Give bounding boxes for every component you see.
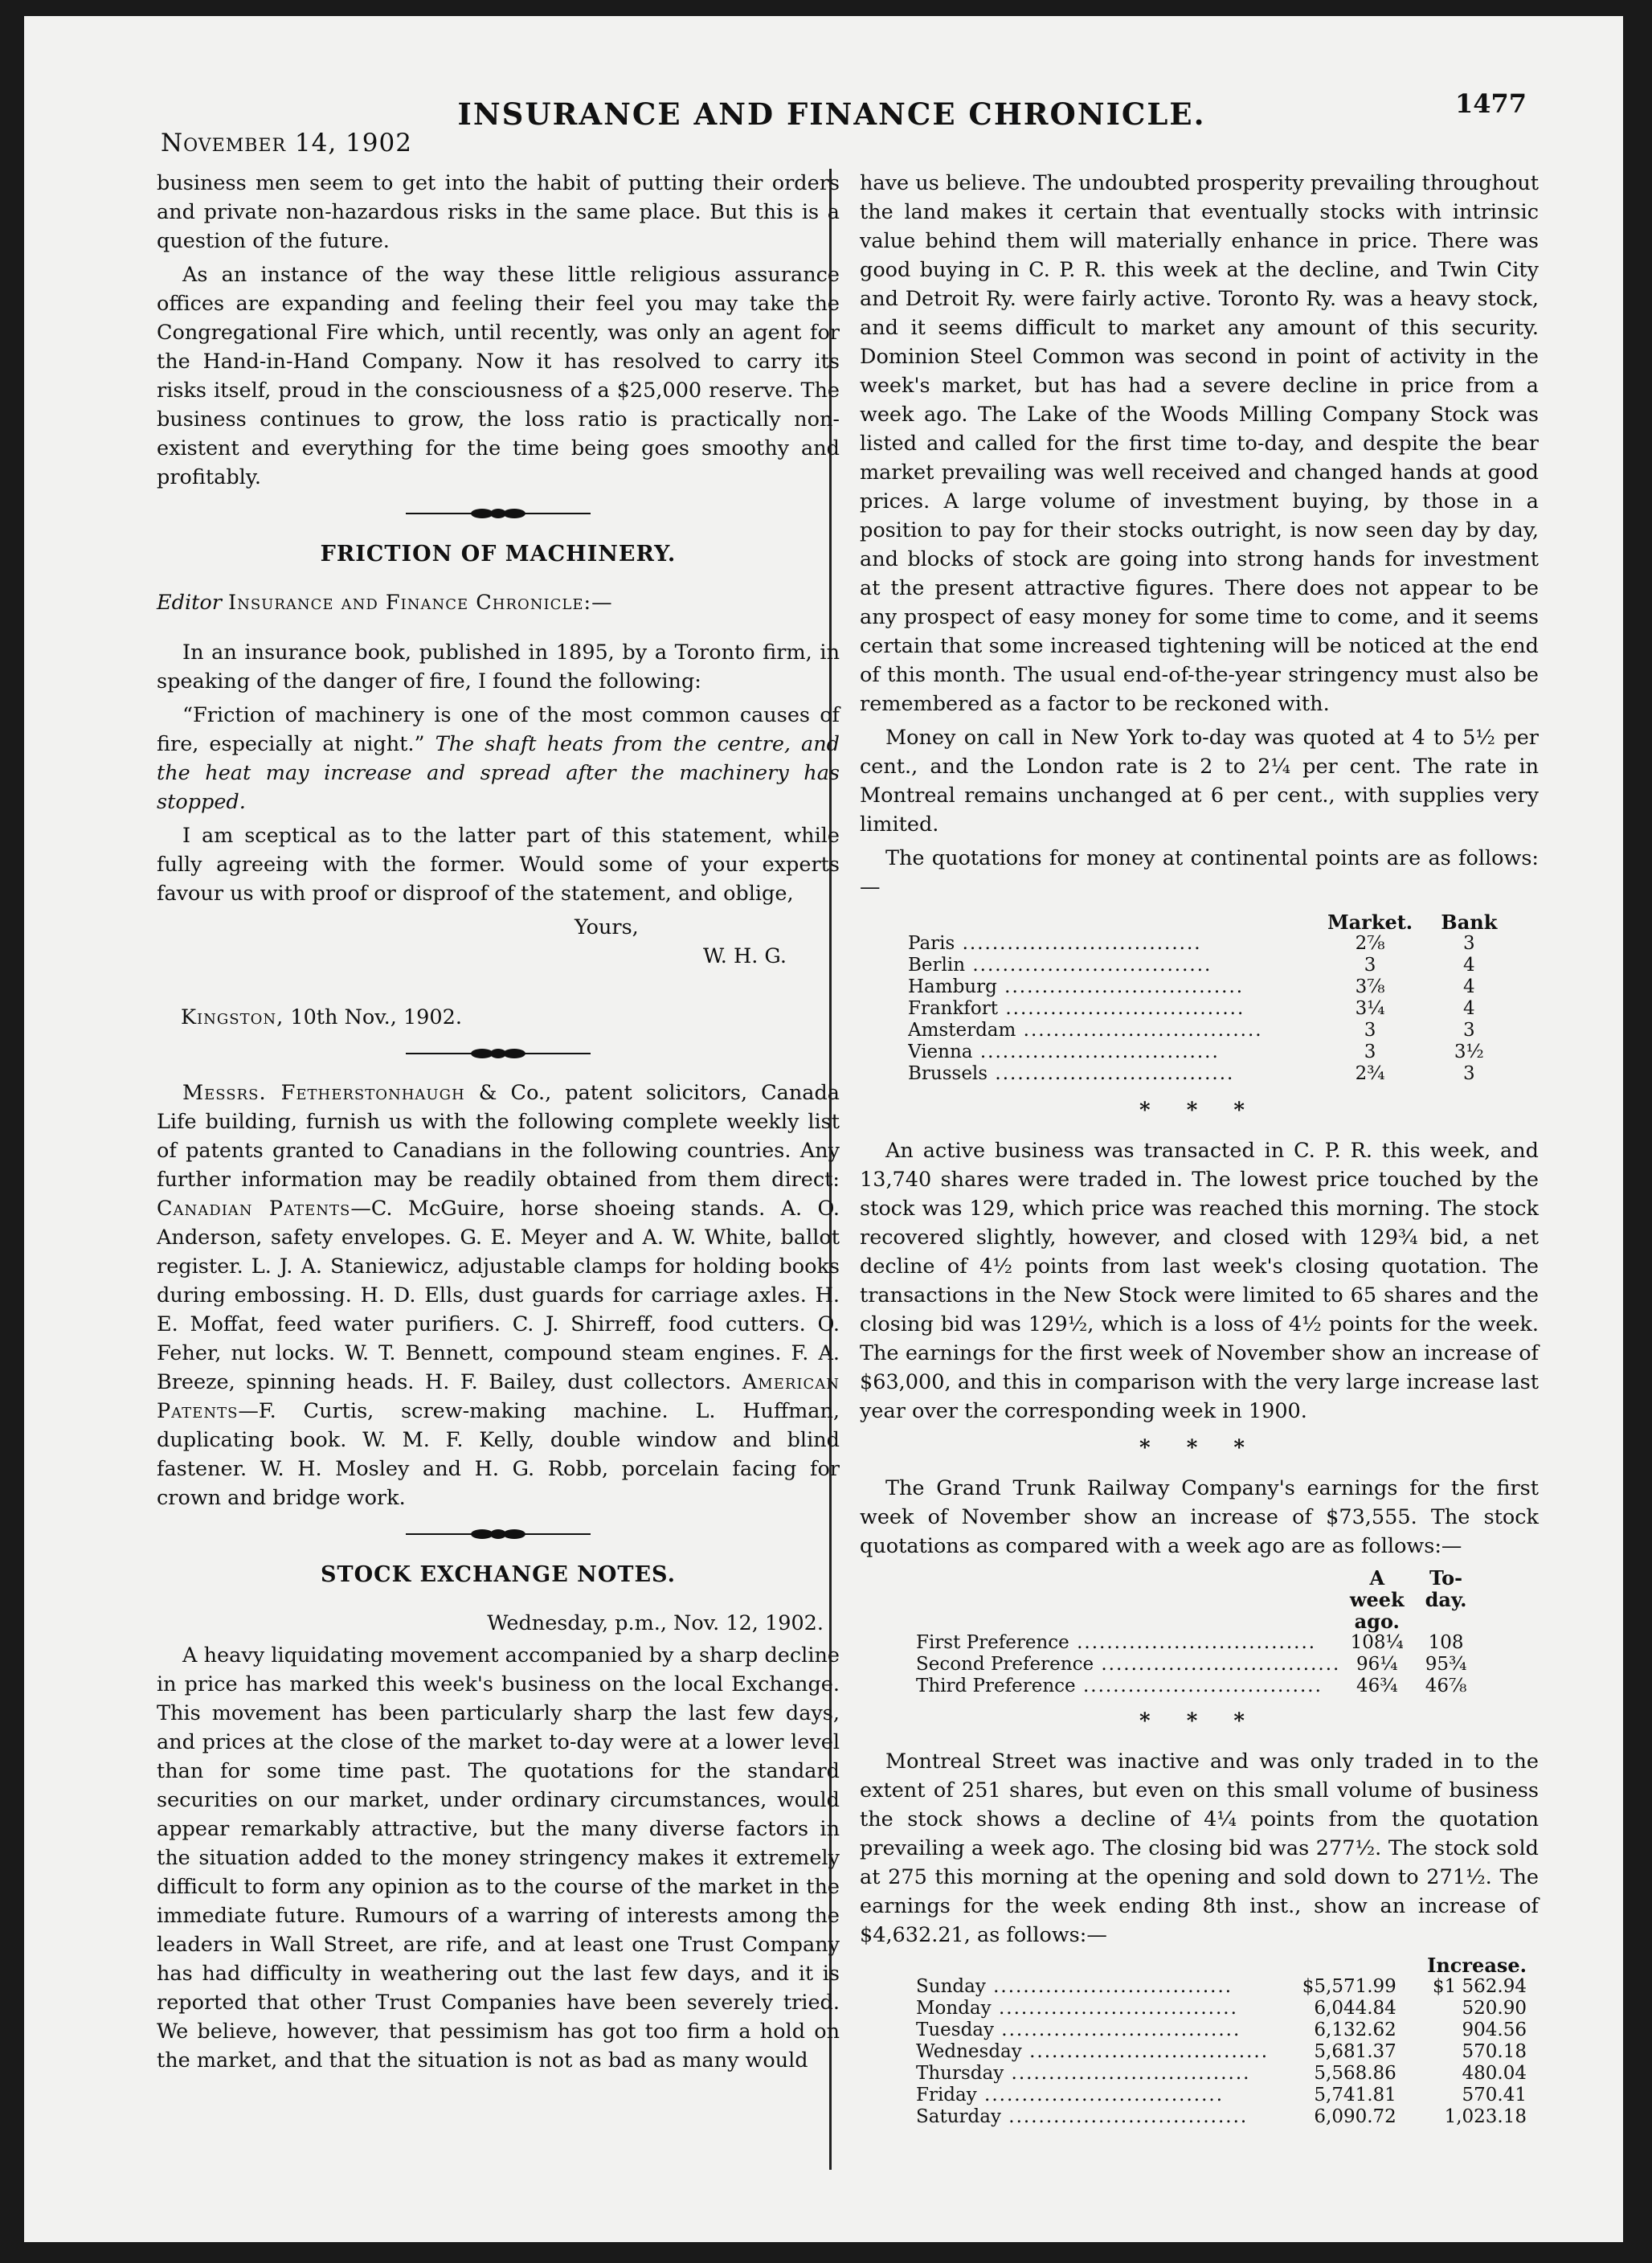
- column-header: Bank: [1441, 911, 1498, 934]
- paragraph: business men seem to get into the habit of putting their orders and private non-hazardous risks in the same place. But this is a question of the future.: [157, 171, 840, 253]
- week-ago-price: 96¼: [1356, 1654, 1398, 1675]
- table-row: [908, 955, 1519, 976]
- paragraph: Money on call in New York to-day was quoted at 4 to 5½ per cent., and the London rate is 2 to 2¼ per cent. The rate in Montreal remains unchanged at 6 per cent., with supplies very limited.: [860, 726, 1539, 837]
- market-rate: 3: [1364, 1020, 1376, 1041]
- table-row: [916, 2041, 1527, 2063]
- bank-rate: 3: [1463, 1063, 1475, 1084]
- issue-date: November 14, 1902: [161, 129, 412, 158]
- earnings: $5,571.99: [1302, 1976, 1396, 1997]
- table-row: [916, 2063, 1527, 2085]
- table-row: [916, 1998, 1527, 2020]
- canadian-patents-label: Canadian Patents: [157, 1197, 351, 1221]
- column-header: To-day.: [1425, 1566, 1467, 1611]
- section-separator: * * *: [1139, 1099, 1259, 1123]
- paragraph: The quotations for money at continental points are as follows:—: [860, 846, 1539, 899]
- city-name: Vienna .....: [908, 1041, 1321, 1063]
- american-patents-label: American Patents: [157, 1370, 840, 1423]
- paragraph: have us believe. The undoubted prosperity prevailing throughout the land makes it certain that eventually stocks with intrinsic value behind them will materially enhance in price. There was good buying in C. P. R. this week at the decline, and Twin City and Detroit Ry. were fairly active. Toronto Ry. was a heavy stock, and it seems difficult to market any amount of this security. Dominion Steel Common was second in point of activity in the week's market, but has had a severe decline in price from a week ago. The Lake of the Woods Milling Company Stock was listed and called for the first time to-day, and despite the bear market prevailing was well received and changed hands at good prices. A large volume of investment buying, by those in a position to pay for their stocks outright, is now seen day by day, and blocks of stock are going into strong hands for investment at the present attractive figures. There does not appear to be any prospect of easy money for some time to come, and it seems certain that some increased tightening will be noticed at the end of this month. The usual end-of-the-year stringency must also be remembered as a factor to be reckoned with.: [860, 171, 1539, 716]
- patents-text: —C. McGuire, horse shoeing stands. A. O. Anderson, safety envelopes. G. E. Meyer and A. W. White, ballot register. L. J. A. Staniewicz, adjustable clamps for holding books during embossing. H. D. Ells, dust guards for carriage axles. H. E. Moffat, feed water purifiers. C. J. Shirreff, food cutters. O. Feher, nut locks. W. T. Bennett, compound steam engines. F. A. Breeze, spinning heads. H. F. Bailey, dust collectors.: [157, 1197, 840, 1394]
- weekday: Sunday .....: [916, 1976, 1269, 1998]
- patents-lead: Messrs. Fetherstonhaugh: [182, 1081, 465, 1105]
- weekday: Friday .....: [916, 2085, 1269, 2106]
- city-name: Hamburg .....: [908, 976, 1321, 998]
- section-separator: * * *: [1139, 1709, 1259, 1733]
- today-price: 108: [1428, 1632, 1464, 1653]
- quote-plain: “Friction of machinery is one of the most common causes of fire, especially at night.”: [157, 703, 840, 756]
- paragraph: Montreal Street was inactive and was only traded in to the extent of 251 shares, but even on this small volume of business the stock shows a decline of 4¼ points from the quotation prevailing a week ago. The closing bid was 277½. The stock sold at 275 this morning at the opening and sold down to 271½. The earnings for the week ending 8th inst., show an increase of $4,632.21, as follows:—: [860, 1749, 1539, 1947]
- market-rate: 3: [1364, 955, 1376, 976]
- increase: 520.90: [1462, 1998, 1527, 2019]
- letter-signature: W. H. G.: [703, 944, 787, 968]
- bank-rate: 4: [1463, 998, 1475, 1019]
- bank-rate: 4: [1463, 955, 1475, 976]
- money-rates-table: [908, 911, 1519, 1085]
- page-number: 1477: [1454, 88, 1527, 119]
- increase: 1,023.18: [1444, 2106, 1527, 2127]
- editor-name: Insurance and Finance Chronicle:—: [228, 591, 613, 615]
- stock-name: Second Preference .....: [916, 1654, 1340, 1676]
- bank-rate: 3: [1463, 1020, 1475, 1041]
- paragraph: As an instance of the way these little religious assurance offices are expanding and feeling their feel you may take the Congregational Fire which, until recently, was only an agent for the Hand-in-Hand Company. Now it has resolved to carry its risks itself, proud in the consciousness of a $25,000 reserve. The business continues to grow, the loss ratio is practically non-existent and everything for the time being goes smoothy and profitably.: [157, 263, 840, 489]
- grand-trunk-table: [916, 1567, 1478, 1697]
- patents-text: & Co., patent solicitors, Canada Life building, furnish us with the following complete weekly list of patents granted to Canadians in the following countries. Any further information may be readily obtained from them direct:: [157, 1081, 840, 1192]
- city-name: Amsterdam .....: [908, 1020, 1321, 1041]
- table-row: [916, 2020, 1527, 2041]
- paragraph: An active business was transacted in C. P. R. this week, and 13,740 shares were traded in. The lowest price touched by the stock was 129, which price was reached this morning. The stock recovered slightly, however, and closed with 129¾ bid, a net decline of 4½ points from last week's closing quotation. The transactions in the New Stock were limited to 65 shares and the closing bid was 129½, which is a loss of 4½ points for the week. The earnings for the first week of November show an increase of $63,000, and this in comparison with the very large increase last year over the corresponding week in 1900.: [860, 1139, 1539, 1423]
- table-row: [908, 1063, 1519, 1085]
- earnings: 5,568.86: [1314, 2063, 1396, 2084]
- running-header: [137, 72, 1527, 158]
- paragraph: The Grand Trunk Railway Company's earnings for the first week of November show an increase of $73,555. The stock quotations as compared with a week ago are as follows:—: [860, 1476, 1539, 1558]
- letter-place-date: [157, 1003, 840, 1032]
- paragraph: I am sceptical as to the latter part of this statement, while fully agreeing with the former. Would some of your experts favour us with proof or disproof of the statement, and oblige,: [157, 824, 840, 906]
- earnings: 6,044.84: [1314, 1998, 1396, 2019]
- market-rate: 3: [1364, 1041, 1376, 1062]
- table-row: [916, 1976, 1527, 1998]
- market-rate: 3⅞: [1355, 976, 1385, 997]
- table-row: [916, 2106, 1527, 2128]
- bank-rate: 3: [1463, 933, 1475, 954]
- earnings: 6,090.72: [1314, 2106, 1396, 2127]
- paragraph: A heavy liquidating movement accompanied by a sharp decline in price has marked this week's business on the local Exchange. This movement has been particularly sharp the last few days, and prices at the close of the market to-day were at a lower level than for some time past. The quotations for the standard securities on our market, under ordinary circumstances, would appear remarkably attractive, but the many diverse factors in the situation added to the money stringency makes it extremely difficult to form any opinion as to the course of the market in the immediate future. Rumours of a warring of interests among the leaders in Wall Street, are rife, and at least one Trust Company has had difficulty in weathering out the last few days, and it is reported that other Trust Companies have been severely tried. We believe, however, that pessimism has got too firm a hold on the market, and that the situation is not as bad as many would: [157, 1643, 840, 2073]
- ornamental-rule: [406, 1045, 591, 1062]
- today-price: 46⅞: [1425, 1676, 1467, 1696]
- table-header-row: [908, 911, 1519, 933]
- market-rate: 3¼: [1355, 998, 1385, 1019]
- patents-text: —F. Curtis, screw-making machine. L. Huffman, duplicating book. W. M. F. Kelly, double window and blind fastener. W. H. Mosley and H. G. Robb, porcelain facing for crown and bridge work.: [157, 1399, 840, 1510]
- table-header-row: [916, 1567, 1478, 1632]
- weekday: Thursday .....: [916, 2063, 1269, 2085]
- table-row: [916, 1654, 1478, 1676]
- earnings: 5,741.81: [1314, 2085, 1396, 2105]
- column-header: Market.: [1327, 911, 1413, 934]
- editor-line: [157, 588, 840, 617]
- column-header: Increase.: [1427, 1954, 1527, 1977]
- table-row: [908, 1020, 1519, 1041]
- dateline: Wednesday, p.m., Nov. 12, 1902.: [487, 1611, 824, 1635]
- stock-name: First Preference .....: [916, 1632, 1340, 1654]
- weekday: Tuesday .....: [916, 2020, 1269, 2041]
- journal-title: INSURANCE AND FINANCE CHRONICLE.: [457, 96, 1206, 132]
- ornamental-rule: [406, 1525, 591, 1543]
- section-separator: * * *: [1139, 1436, 1259, 1460]
- right-column: [860, 169, 1539, 2128]
- table-row: [916, 1632, 1478, 1654]
- table-row: [916, 2085, 1527, 2106]
- table-row: [908, 1041, 1519, 1063]
- table-row: [916, 1676, 1478, 1697]
- earnings: 6,132.62: [1314, 2020, 1396, 2040]
- city-name: Paris .....: [908, 933, 1321, 955]
- column-header: A week ago.: [1349, 1566, 1405, 1633]
- section-title-friction: FRICTION OF MACHINERY.: [320, 542, 677, 567]
- bank-rate: 3½: [1454, 1041, 1484, 1062]
- table-header-row: [916, 1954, 1527, 1976]
- stock-name: Third Preference .....: [916, 1676, 1340, 1697]
- place-date: 10th Nov., 1902.: [290, 1005, 462, 1029]
- editor-prefix: Editor: [157, 591, 222, 615]
- increase: 570.41: [1462, 2085, 1527, 2105]
- weekday: Monday .....: [916, 1998, 1269, 2020]
- earnings: 5,681.37: [1314, 2041, 1396, 2062]
- place-name: Kingston,: [181, 1005, 284, 1029]
- week-ago-price: 46¾: [1356, 1676, 1398, 1696]
- section-title-stock: STOCK EXCHANGE NOTES.: [321, 1562, 676, 1587]
- left-column: [157, 169, 840, 2080]
- table-row: [908, 976, 1519, 998]
- city-name: Frankfort .....: [908, 998, 1321, 1020]
- week-ago-price: 108¼: [1350, 1632, 1404, 1653]
- increase: 570.18: [1462, 2041, 1527, 2062]
- city-name: Berlin .....: [908, 955, 1321, 976]
- montreal-street-earnings-table: [916, 1954, 1527, 2128]
- quoted-passage: [157, 701, 840, 816]
- letter-closing: Yours,: [575, 915, 639, 939]
- page: [24, 16, 1623, 2242]
- market-rate: 2⅞: [1355, 933, 1385, 954]
- today-price: 95¾: [1425, 1654, 1467, 1675]
- increase: $1 562.94: [1432, 1976, 1527, 1997]
- weekday: Wednesday .....: [916, 2041, 1269, 2063]
- city-name: Brussels .....: [908, 1063, 1321, 1085]
- table-row: [908, 933, 1519, 955]
- market-rate: 2¾: [1355, 1063, 1385, 1084]
- quote-italic: The shaft heats from the centre, and the heat may increase and spread after the machinery has stopped.: [157, 732, 840, 814]
- ornamental-rule: [406, 505, 591, 522]
- weekday: Saturday .....: [916, 2106, 1269, 2128]
- patents-paragraph: [157, 1078, 840, 1512]
- increase: 904.56: [1462, 2020, 1527, 2040]
- increase: 480.04: [1462, 2063, 1527, 2084]
- bank-rate: 4: [1463, 976, 1475, 997]
- table-row: [908, 998, 1519, 1020]
- paragraph: In an insurance book, published in 1895, by a Toronto firm, in speaking of the danger of fire, I found the following:: [157, 640, 840, 694]
